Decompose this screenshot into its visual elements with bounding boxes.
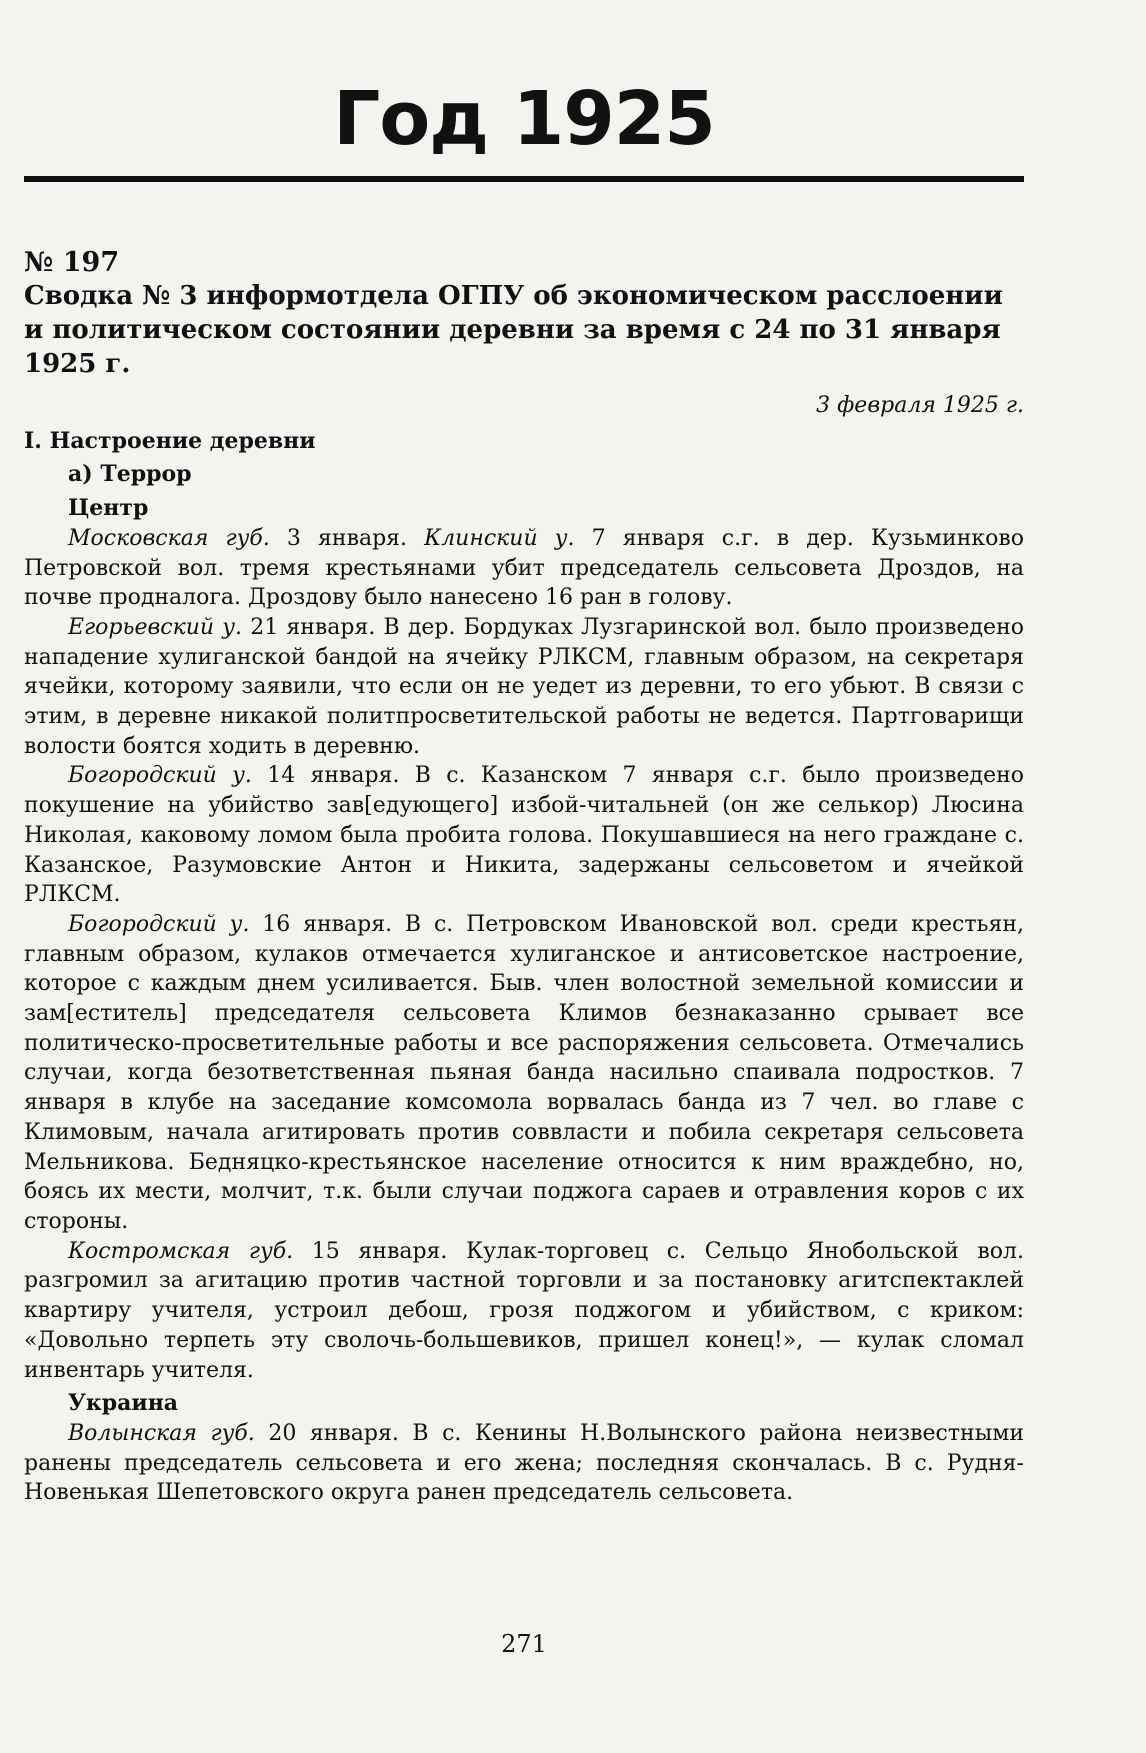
subsection-heading: а) Террор bbox=[68, 461, 192, 488]
paragraph-kostroma: Костромская губ. 15 января. Кулак-торговец с. Сельцо Янобольской вол. разгромил за агитацию против частной торговли и за постановку агитспектаклей квартиру учителя, устроил дебош, грозя поджогом и убийством, с криком: «Довольно терпеть эту сволочь-большевиков, пришел конец!», — кулак сломал инвентарь учителя. bbox=[24, 1238, 1024, 1383]
paragraph-bogorodsk-2: Богородский у. 16 января. В с. Петровском Ивановской вол. среди крестьян, главным образом, кулаков отмечается хулиганское и антисоветское настроение, которое с каждым днем усиливается. Быв. член волостной земельной комиссии и зам[еститель] председателя сельсовета Климов безнаказанно срывает все политическо-просветительные работы и все распоряжения сельсовета. Отмечались случаи, когда безответственная пьяная банда насильно спаивала подростков. 7 января в клубе на заседание комсомола ворвалась банда из 7 чел. во главе с Климовым, начала агитировать против соввласти и побила секретаря сельсовета Мельникова. Бедняцко-крестьянское население относится к ним враждебно, но, боясь их мести, молчит, т.к. были случаи поджога сараев и отравления коров с их стороны. bbox=[24, 911, 1024, 1234]
place-name: Клинский у. bbox=[424, 525, 575, 551]
document-date: 3 февраля 1925 г. bbox=[816, 393, 1024, 418]
place-name: Егорьевский у. bbox=[68, 614, 243, 640]
document-body bbox=[24, 246, 1024, 1508]
document-title: Сводка № 3 информотдела ОГПУ об экономическом расслоении и политическом состоянии деревни за время с 24 по 31 января 1925 г. bbox=[24, 281, 1003, 379]
place-name: Волынская губ. bbox=[68, 1420, 255, 1446]
running-title: Год 1925 bbox=[333, 76, 715, 162]
place-name: Московская губ. bbox=[68, 525, 270, 551]
title-rule bbox=[24, 176, 1024, 182]
paragraph-bogorodsk-1: Богородский у. 14 января. В с. Казанском 7 января с.г. было произведено покушение на убийство зав[едующего] избой-читальней (он же селькор) Люсина Николая, каковому ломом была пробита голова. Покушавшиеся на него граждане с. Казанское, Разумовские Антон и Никита, задержаны сельсоветом и ячейкой РЛКСМ. bbox=[24, 763, 1025, 908]
page-number: 271 bbox=[501, 1630, 547, 1658]
section-heading: I. Настроение деревни bbox=[24, 427, 316, 454]
place-name: Богородский у. bbox=[68, 763, 252, 789]
region-heading-ukraine: Украина bbox=[68, 1390, 179, 1417]
paragraph-egorievsk: Егорьевский у. 21 января. В дер. Бордуках Лузгаринской вол. было произведено нападение хулиганской бандой на ячейку РЛКСМ, главным образом, на секретаря ячейки, которому заявили, что если он не уедет из деревни, то его убьют. В связи с этим, в деревне никакой политпросветительской работы не ведется. Партговарищи волости боятся ходить в деревню. bbox=[24, 614, 1024, 759]
paragraph-moscow: Московская губ. 3 января. Клинский у. 7 января с.г. в дер. Кузьминково Петровской вол. тремя крестьянами убит председатель сельсовета Дроздов, на почве продналога. Дроздову было нанесено 16 ран в голову. bbox=[24, 525, 1024, 611]
document-number: № 197 bbox=[24, 247, 120, 278]
book-page bbox=[24, 0, 1024, 1753]
region-heading-center: Центр bbox=[68, 495, 149, 522]
place-name: Богородский у. bbox=[68, 911, 250, 937]
place-name: Костромская губ. bbox=[68, 1238, 294, 1264]
paragraph-volyn: Волынская губ. 20 января. В с. Кенины Н.Волынского района неизвестными ранены председатель сельсовета и его жена; последняя скончалась. В с. Рудня-Новенькая Шепетовского округа ранен председатель сельсовета. bbox=[24, 1420, 1025, 1506]
